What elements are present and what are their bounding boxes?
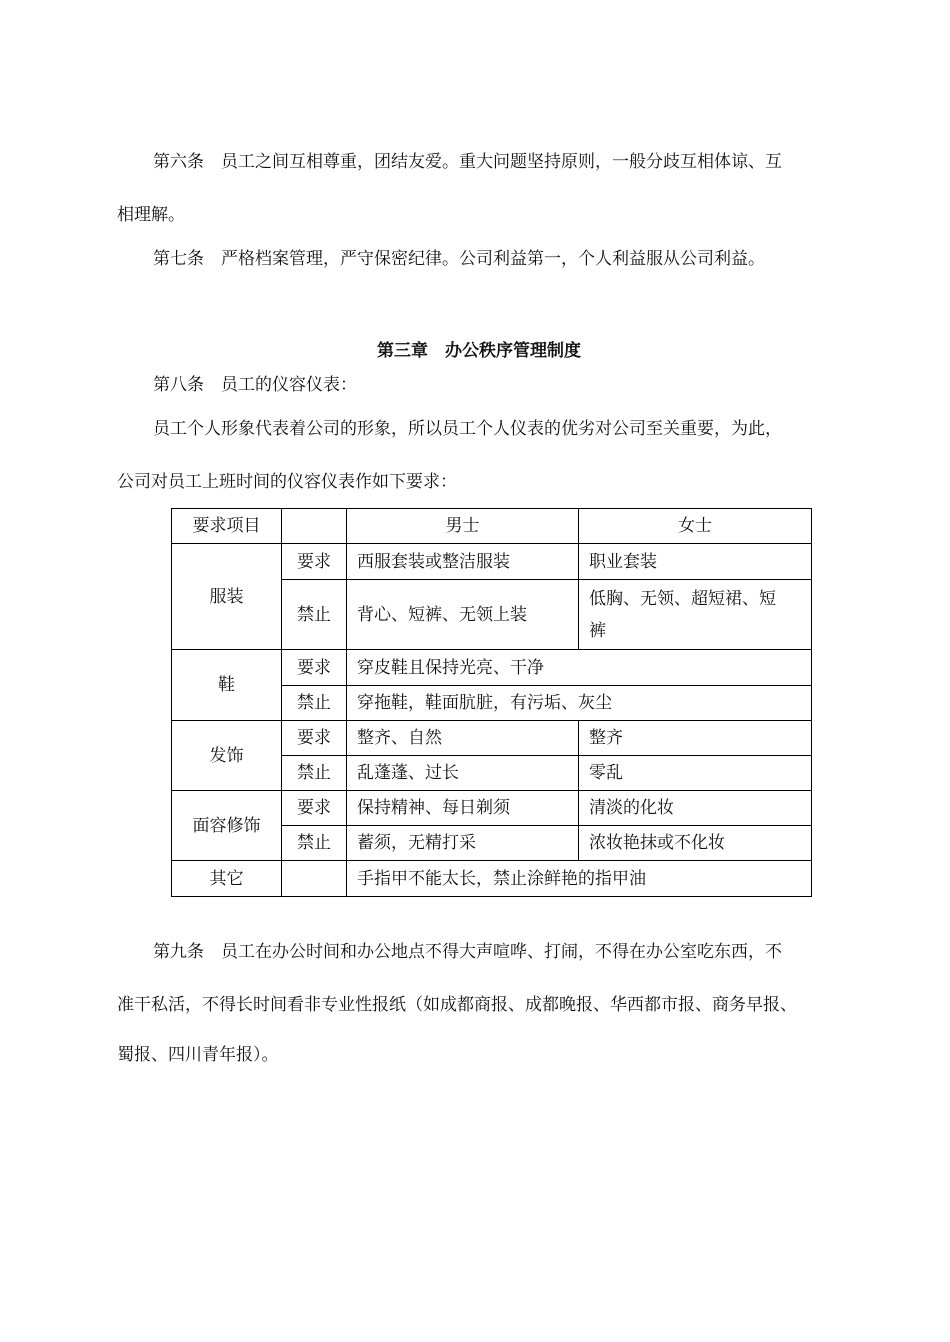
row-type: 禁止 xyxy=(282,756,347,791)
article-9-line-1: 第九条 员工在办公时间和办公地点不得大声喧哗、打闹，不得在办公室吃东西，不 xyxy=(153,942,782,962)
table-row xyxy=(172,721,812,756)
cell-men: 保持精神、每日剃须 xyxy=(347,791,579,826)
cell-women-line-1: 低胸、无领、超短裙、短 xyxy=(589,588,776,609)
header-men: 男士 xyxy=(347,509,579,544)
article-9-line-3: 蜀报、四川青年报）。 xyxy=(117,1045,279,1065)
row-type xyxy=(282,861,347,897)
cell-all: 穿拖鞋，鞋面肮脏，有污垢、灰尘 xyxy=(347,686,812,721)
cell-men: 乱蓬蓬、过长 xyxy=(347,756,579,791)
row-type: 禁止 xyxy=(282,686,347,721)
cell-men: 背心、短裤、无领上装 xyxy=(347,580,579,650)
row-type: 要求 xyxy=(282,650,347,686)
row-type: 要求 xyxy=(282,721,347,756)
category-other: 其它 xyxy=(172,861,282,897)
cell-all: 穿皮鞋且保持光亮、干净 xyxy=(347,650,812,686)
article-8: 第八条 员工的仪容仪表： xyxy=(153,375,357,395)
category-hair: 发饰 xyxy=(172,721,282,791)
row-type: 禁止 xyxy=(282,580,347,650)
row-type: 要求 xyxy=(282,544,347,580)
cell-women: 浓妆艳抹或不化妆 xyxy=(579,826,812,861)
article-9-line-2: 准干私活，不得长时间看非专业性报纸（如成都商报、成都晚报、华西都市报、商务早报、 xyxy=(117,995,797,1015)
article-7: 第七条 严格档案管理，严守保密纪律。公司利益第一，个人利益服从公司利益。 xyxy=(153,249,765,269)
cell-women: 职业套装 xyxy=(579,544,812,580)
cell-women: 零乱 xyxy=(579,756,812,791)
table-row xyxy=(172,861,812,897)
cell-all: 手指甲不能太长，禁止涂鲜艳的指甲油 xyxy=(347,861,812,897)
category-shoes: 鞋 xyxy=(172,650,282,721)
category-face: 面容修饰 xyxy=(172,791,282,861)
cell-women: 清淡的化妆 xyxy=(579,791,812,826)
cell-women xyxy=(579,580,812,650)
cell-women-line-2: 裤 xyxy=(589,620,606,641)
header-women: 女士 xyxy=(579,509,812,544)
dress-code-table xyxy=(171,508,812,897)
chapter-title: 第三章 办公秩序管理制度 xyxy=(377,341,581,361)
cell-men: 整齐、自然 xyxy=(347,721,579,756)
table-header-row xyxy=(172,509,812,544)
table-row xyxy=(172,544,812,580)
table-row xyxy=(172,791,812,826)
table-row xyxy=(172,650,812,686)
article-6-line-2: 相理解。 xyxy=(117,205,185,225)
row-type: 禁止 xyxy=(282,826,347,861)
header-item: 要求项目 xyxy=(172,509,282,544)
cell-men: 西服套装或整洁服装 xyxy=(347,544,579,580)
cell-women: 整齐 xyxy=(579,721,812,756)
intro-line-2: 公司对员工上班时间的仪容仪表作如下要求： xyxy=(117,472,457,492)
cell-men: 蓄须，无精打采 xyxy=(347,826,579,861)
category-clothing: 服装 xyxy=(172,544,282,650)
intro-line-1: 员工个人形象代表着公司的形象，所以员工个人仪表的优劣对公司至关重要，为此， xyxy=(153,419,782,439)
article-6-line-1: 第六条 员工之间互相尊重，团结友爱。重大问题坚持原则，一般分歧互相体谅、互 xyxy=(153,152,782,172)
row-type: 要求 xyxy=(282,791,347,826)
header-type xyxy=(282,509,347,544)
